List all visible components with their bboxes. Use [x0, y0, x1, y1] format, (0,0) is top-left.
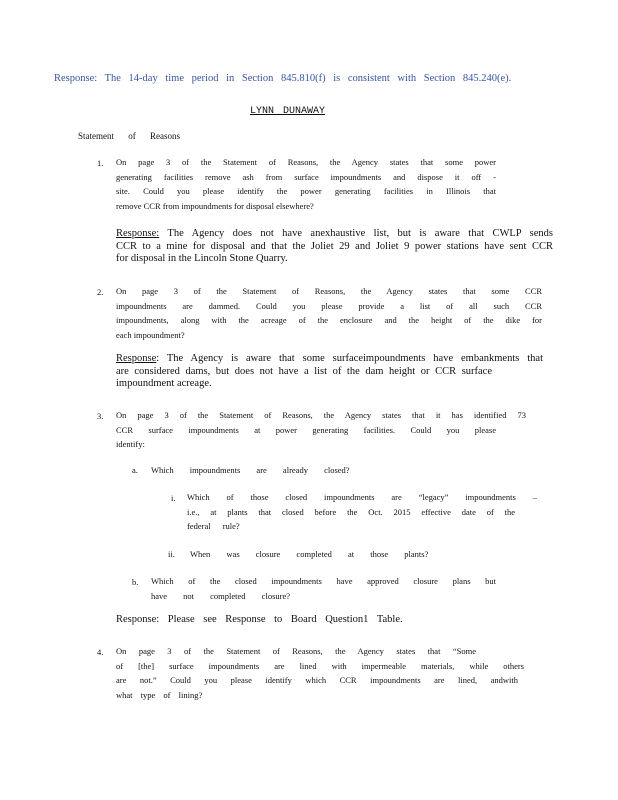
question-3-line: CCR surface impoundments at power generating facilities. Could you please [116, 424, 496, 435]
question-1-line: site. Could you please identify the power generating facilities in Illinois that [116, 186, 496, 196]
section-heading: Statement of Reasons [78, 131, 180, 141]
question-4-line: what type of lining? [116, 689, 203, 700]
question-4-line: On page 3 of the Statement of Reasons, the Agency states that “Some [116, 646, 476, 656]
response-section-845: Response: The 14-day time period in Section 845.810(f) is consistent with Section 845.240(e). [54, 73, 512, 84]
response-line: for disposal in the Lincoln Stone Quarry. [116, 253, 288, 264]
witness-name-heading: LYNN DUNAWAY [250, 106, 326, 117]
response-line: are considered dams, but does not have a list of the dam height or CCR surface [116, 365, 492, 377]
response-line: : The Agency is aware that some surfaceimpoundments have embankments that [156, 353, 543, 364]
response-label: Response: [116, 228, 160, 239]
response-label: Response [116, 353, 157, 364]
item-b-label: b. [132, 577, 139, 587]
question-1-line: On page 3 of the Statement of Reasons, the Agency states that some power [116, 157, 496, 167]
question-3-text [116, 408, 526, 452]
question-1-line: generating facilities remove ash from surface impoundments and dispose it off - [116, 171, 496, 182]
question-2-line: impoundments are dammed. Could you please provide a list of all such CCR [116, 300, 542, 311]
item-b-line: Which of the closed impoundments have approved closure plans but [151, 576, 496, 586]
question-2-line: impoundments, along with the acreage of the enclosure and the height of the dike for [116, 315, 542, 325]
item-i-line: federal rule? [187, 521, 240, 531]
question-1-line: remove CCR from impoundments for disposal elsewhere? [116, 200, 314, 211]
item-b-text [151, 574, 496, 603]
item-i-line: i.e., at plants that closed before the Oct. 2015 effective date of the [187, 506, 515, 517]
question-4-number: 4. [97, 647, 104, 657]
item-i-label: i. [171, 493, 176, 503]
question-2-line: each impoundment? [116, 329, 185, 340]
item-b-line: have not completed closure? [151, 590, 291, 601]
item-i-text [187, 490, 537, 534]
question-4-text [116, 644, 524, 702]
question-3-response: Response: Please see Response to Board Question1 Table. [116, 614, 403, 625]
question-2-line: On page 3 of the Statement of Reasons, the Agency states that some CCR [116, 286, 542, 296]
item-ii-text: When was closure completed at those plants? [190, 549, 429, 559]
question-3-number: 3. [97, 411, 104, 421]
question-2-response [116, 353, 543, 391]
item-a-text: Which impoundments are already closed? [151, 465, 350, 475]
response-line: The Agency does not have anexhaustive list, but is aware that CWLP sends [159, 228, 553, 239]
question-2-number: 2. [97, 287, 104, 297]
question-1-text [116, 155, 496, 213]
question-2-text [116, 284, 542, 342]
item-ii-label: ii. [168, 549, 175, 559]
question-3-line: On page 3 of the Statement of Reasons, the Agency states that it has identified 73 [116, 410, 526, 420]
question-3-line: identify: [116, 439, 145, 449]
question-1-number: 1. [97, 158, 104, 168]
response-line: impoundment acreage. [116, 378, 212, 389]
question-4-line: are not.” Could you please identify which CCR impoundments are lined, andwith [116, 675, 518, 685]
question-1-response [116, 228, 553, 266]
question-4-line: of [the] surface impoundments are lined with impermeable materials, while others [116, 660, 524, 671]
item-a-label: a. [132, 465, 138, 475]
item-i-line: Which of those closed impoundments are “legacy” impoundments – [187, 492, 537, 502]
response-line: CCR to a mine for disposal and that the Joliet 29 and Joliet 9 power stations have sent CCR [116, 240, 553, 252]
